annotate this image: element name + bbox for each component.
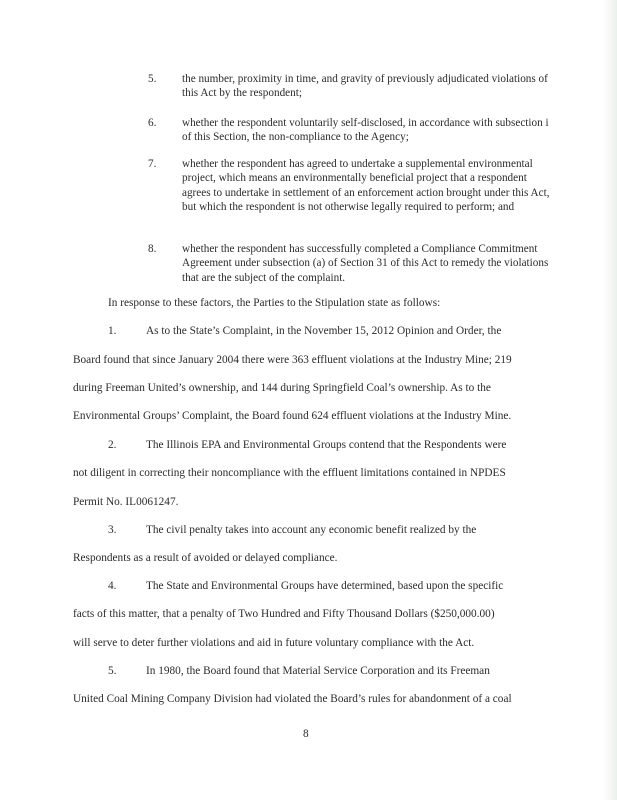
paragraph-line: Respondents as a result of avoided or delayed compliance.: [73, 552, 338, 564]
paragraph-number: 5.: [108, 665, 117, 677]
criterion-text: whether the respondent has agreed to undertake a supplemental environmental project, which means an environmentally beneficial project that a respondent agrees to undertake in settlement of an enforcement action brought under this Act, but which the respondent is not otherwise legally required to perform; and: [182, 158, 550, 213]
paragraph-line: Environmental Groups’ Complaint, the Board found 624 effluent violations at the Industry Mine.: [73, 410, 512, 422]
paragraph-line: during Freeman United’s ownership, and 144 during Springfield Coal’s ownership. As to the: [73, 382, 491, 394]
paragraph-line: not diligent in correcting their noncompliance with the effluent limitations contained in NPDES: [73, 467, 506, 479]
paragraph-line: Board found that since January 2004 there were 363 effluent violations at the Industry Mine; 219: [73, 354, 512, 366]
paragraph-line: United Coal Mining Company Division had violated the Board’s rules for abandonment of a coal: [73, 693, 512, 705]
paragraph-first-line: The Illinois EPA and Environmental Groups contend that the Respondents were: [146, 439, 507, 451]
paragraph-first-line: The State and Environmental Groups have determined, based upon the specific: [146, 580, 504, 592]
paragraph-line: facts of this matter, that a penalty of Two Hundred and Fifty Thousand Dollars ($250,000.00): [73, 608, 495, 620]
paragraph-first-line: The civil penalty takes into account any economic benefit realized by the: [146, 524, 477, 536]
criterion-number: 5.: [148, 73, 157, 85]
criterion-number: 8.: [148, 243, 157, 255]
paragraph-line: will serve to deter further violations and aid in future voluntary compliance with the Act.: [73, 637, 475, 649]
intro-text: In response to these factors, the Parties to the Stipulation state as follows:: [108, 297, 441, 309]
criterion-number: 7.: [148, 158, 157, 170]
paragraph-number: 2.: [108, 439, 117, 451]
criterion-number: 6.: [148, 117, 157, 129]
criterion-text: whether the respondent has successfully completed a Compliance Commitment Agreement under subsection (a) of Section 31 of this Act to remedy the violations that are the subject of the complaint.: [182, 243, 549, 284]
paragraph-first-line: As to the State’s Complaint, in the November 15, 2012 Opinion and Order, the: [146, 325, 502, 337]
paragraph-number: 3.: [108, 524, 117, 536]
paragraph-first-line: In 1980, the Board found that Material Service Corporation and its Freeman: [146, 665, 490, 677]
criterion-text: the number, proximity in time, and gravity of previously adjudicated violations of this Act by the respondent;: [182, 73, 548, 100]
paragraph-number: 1.: [108, 325, 117, 337]
scan-edge-shadow: [603, 0, 617, 800]
paragraph-line: Permit No. IL0061247.: [73, 496, 179, 508]
criterion-text: whether the respondent voluntarily self-disclosed, in accordance with subsection i of this Section, the non-compliance to the Agency;: [182, 117, 549, 144]
page-number: 8: [303, 728, 309, 740]
paragraph-number: 4.: [108, 580, 117, 592]
